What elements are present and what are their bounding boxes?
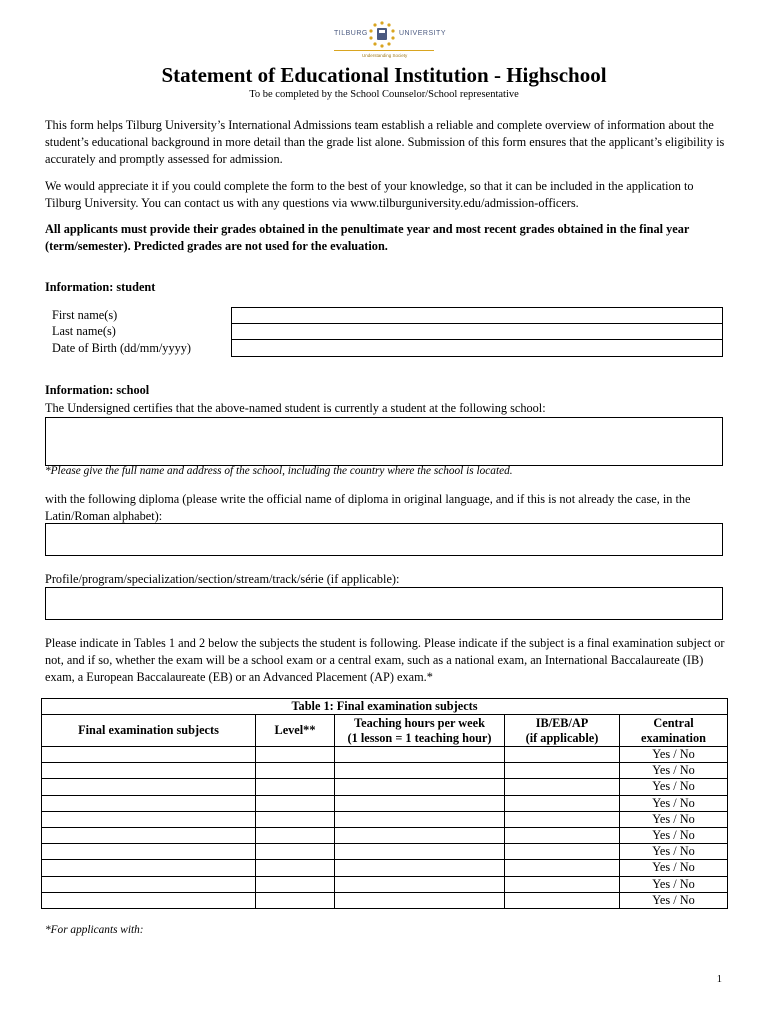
student-heading: Information: student xyxy=(45,280,156,294)
last-name-label: Last name(s) xyxy=(52,324,116,338)
table-row xyxy=(42,844,728,860)
table-row xyxy=(42,860,728,876)
final-exam-table xyxy=(41,698,728,909)
ib-cell[interactable] xyxy=(505,795,620,811)
ib-cell[interactable] xyxy=(505,844,620,860)
page-number: 1 xyxy=(716,974,722,985)
col-header-central-line1: Central xyxy=(653,715,694,730)
level-cell[interactable] xyxy=(256,811,335,827)
subject-cell[interactable] xyxy=(42,892,256,908)
col-header-ib-line1: IB/EB/AP xyxy=(535,715,589,730)
col-header-hours-line1: Teaching hours per week xyxy=(354,715,485,730)
hours-cell[interactable] xyxy=(335,827,505,843)
col-header-ib-line2: (if applicable) xyxy=(525,730,599,745)
page-subtitle: To be completed by the School Counselor/School representative xyxy=(249,89,519,100)
level-cell[interactable] xyxy=(256,892,335,908)
level-cell[interactable] xyxy=(256,876,335,892)
intro-paragraph-2: We would appreciate it if you could complete the form to the best of your knowledge, so that it can be included in the application to Tilburg University. You can contact us with any questions via www.tilburguniversity.edu/admission-officers. xyxy=(45,179,694,210)
first-name-field[interactable] xyxy=(231,307,723,324)
logo-word-left: TILBURG xyxy=(334,30,368,37)
level-cell[interactable] xyxy=(256,763,335,779)
hours-cell[interactable] xyxy=(335,763,505,779)
logo-divider xyxy=(334,50,434,51)
footnote: *For applicants with: xyxy=(45,924,144,936)
intro-paragraph-3: All applicants must provide their grades obtained in the penultimate year and most recent grades obtained in the final year (term/semester). Predicted grades are not used for the evaluation. xyxy=(45,222,690,253)
subject-cell[interactable] xyxy=(42,844,256,860)
logo-emblem-icon xyxy=(368,20,396,48)
level-cell[interactable] xyxy=(256,827,335,843)
subject-cell[interactable] xyxy=(42,811,256,827)
central-exam-yes-no[interactable]: Yes / No xyxy=(620,827,728,843)
hours-cell[interactable] xyxy=(335,876,505,892)
hours-cell[interactable] xyxy=(335,844,505,860)
subject-cell[interactable] xyxy=(42,876,256,892)
logo-word-right: UNIVERSITY xyxy=(399,30,447,37)
university-logo xyxy=(330,18,447,63)
school-name-address-field[interactable] xyxy=(45,417,723,466)
central-exam-yes-no[interactable]: Yes / No xyxy=(620,779,728,795)
profile-field[interactable] xyxy=(45,587,723,620)
col-header-hours-line2: (1 lesson = 1 teaching hour) xyxy=(347,730,492,745)
central-exam-yes-no[interactable]: Yes / No xyxy=(620,860,728,876)
level-cell[interactable] xyxy=(256,844,335,860)
hours-cell[interactable] xyxy=(335,779,505,795)
logo-tagline: Understanding Society xyxy=(362,53,408,58)
table-row xyxy=(42,827,728,843)
level-cell[interactable] xyxy=(256,860,335,876)
last-name-field[interactable] xyxy=(231,323,723,340)
subject-cell[interactable] xyxy=(42,860,256,876)
dob-field[interactable] xyxy=(231,339,723,357)
hours-cell[interactable] xyxy=(335,747,505,763)
school-note: *Please give the full name and address of the school, including the country where the school is located. xyxy=(45,465,513,477)
ib-cell[interactable] xyxy=(505,860,620,876)
ib-cell[interactable] xyxy=(505,827,620,843)
central-exam-yes-no[interactable]: Yes / No xyxy=(620,876,728,892)
table-row xyxy=(42,811,728,827)
table-row xyxy=(42,876,728,892)
table-row xyxy=(42,779,728,795)
central-exam-yes-no[interactable]: Yes / No xyxy=(620,795,728,811)
subject-cell[interactable] xyxy=(42,763,256,779)
ib-cell[interactable] xyxy=(505,892,620,908)
col-header-subjects: Final examination subjects xyxy=(42,715,256,747)
diploma-field[interactable] xyxy=(45,523,723,556)
central-exam-yes-no[interactable]: Yes / No xyxy=(620,747,728,763)
page-title: Statement of Educational Institution - Highschool xyxy=(161,63,607,87)
level-cell[interactable] xyxy=(256,795,335,811)
certify-text: The Undersigned certifies that the above-named student is currently a student at the following school: xyxy=(45,401,546,415)
central-exam-yes-no[interactable]: Yes / No xyxy=(620,844,728,860)
central-exam-yes-no[interactable]: Yes / No xyxy=(620,811,728,827)
dob-label: Date of Birth (dd/mm/yyyy) xyxy=(52,341,192,355)
table-row xyxy=(42,747,728,763)
table-caption: Table 1: Final examination subjects xyxy=(42,699,728,715)
subject-cell[interactable] xyxy=(42,827,256,843)
level-cell[interactable] xyxy=(256,747,335,763)
intro-paragraph-1: This form helps Tilburg University’s International Admissions team establish a reliable and complete overview of information about the student’s educational background in more detail than the grade list alone. Submission of this form ensures that the applicant’s eligibility is accurately and promptly assessed for admission. xyxy=(45,118,725,166)
diploma-text: with the following diploma (please write the official name of diploma in original language, and if this is not already the case, in the Latin/Roman alphabet): xyxy=(45,492,691,523)
first-name-label: First name(s) xyxy=(52,308,118,322)
level-cell[interactable] xyxy=(256,779,335,795)
school-heading: Information: school xyxy=(45,383,150,397)
central-exam-yes-no[interactable]: Yes / No xyxy=(620,892,728,908)
tables-intro: Please indicate in Tables 1 and 2 below the subjects the student is following. Please indicate if the subject is a final examination subject or not, and if so, whether the exam will be a school exam or a central exam, such as a national exam, an International Baccalaureate (IB) exam, a European Baccalaureate (EB) or an Advanced Placement (AP) exam.* xyxy=(45,636,725,684)
ib-cell[interactable] xyxy=(505,763,620,779)
hours-cell[interactable] xyxy=(335,860,505,876)
hours-cell[interactable] xyxy=(335,892,505,908)
table-row xyxy=(42,795,728,811)
profile-text: Profile/program/specialization/section/stream/track/série (if applicable): xyxy=(45,572,400,586)
subject-cell[interactable] xyxy=(42,779,256,795)
table-row xyxy=(42,892,728,908)
table-row xyxy=(42,763,728,779)
ib-cell[interactable] xyxy=(505,811,620,827)
ib-cell[interactable] xyxy=(505,876,620,892)
col-header-central xyxy=(620,715,728,747)
subject-cell[interactable] xyxy=(42,795,256,811)
subject-cell[interactable] xyxy=(42,747,256,763)
col-header-ib xyxy=(505,715,620,747)
hours-cell[interactable] xyxy=(335,795,505,811)
col-header-level: Level** xyxy=(256,715,335,747)
hours-cell[interactable] xyxy=(335,811,505,827)
ib-cell[interactable] xyxy=(505,779,620,795)
ib-cell[interactable] xyxy=(505,747,620,763)
col-header-hours xyxy=(335,715,505,747)
central-exam-yes-no[interactable]: Yes / No xyxy=(620,763,728,779)
col-header-central-line2: examination xyxy=(641,730,706,745)
